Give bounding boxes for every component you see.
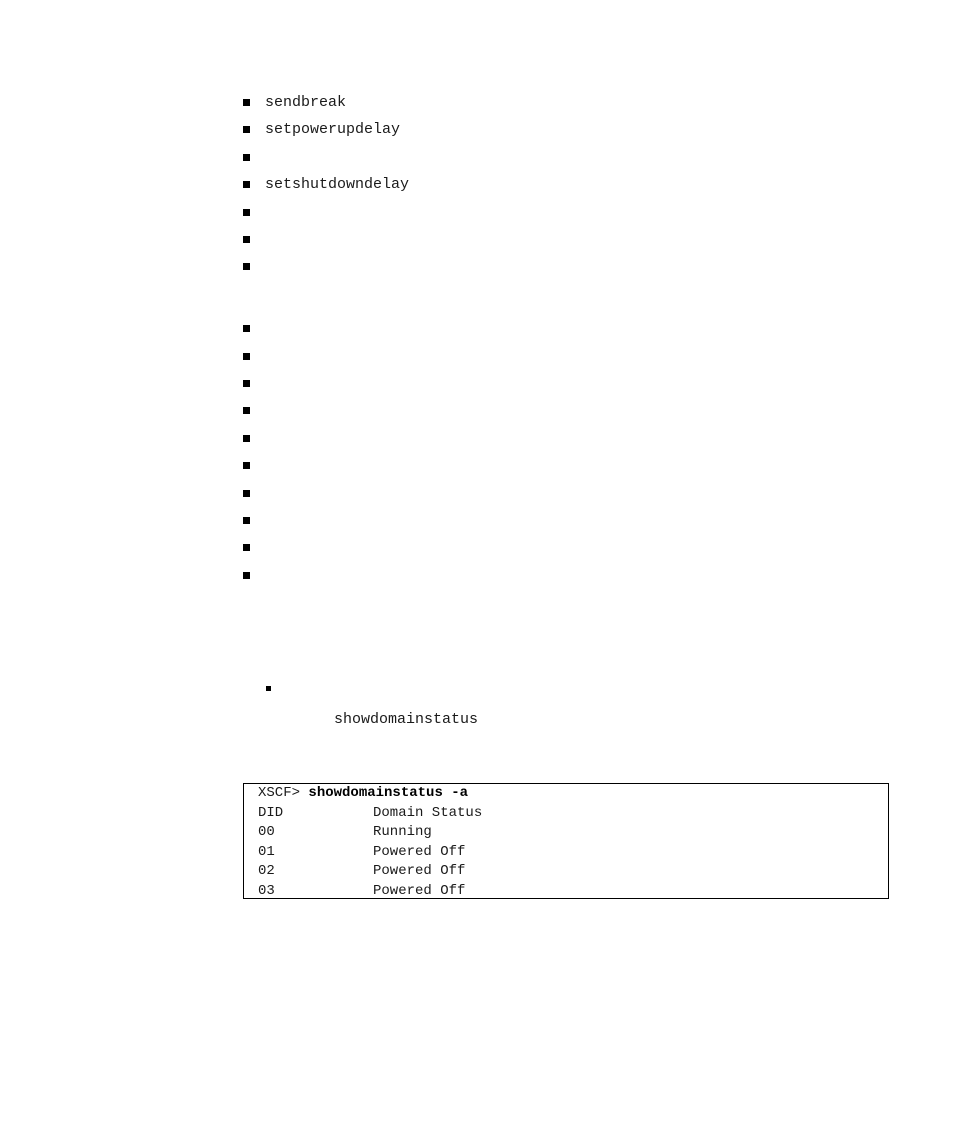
- square-bullet-icon: [243, 236, 250, 243]
- square-bullet-icon: [243, 544, 250, 551]
- square-bullet-icon: [243, 209, 250, 216]
- code-row-status: Powered Off: [373, 863, 466, 879]
- square-bullet-icon: [243, 99, 250, 106]
- code-command: showdomainstatus -a: [308, 785, 469, 801]
- code-row: [258, 862, 888, 882]
- list-item: [243, 510, 265, 530]
- code-row: [258, 843, 888, 863]
- square-bullet-icon: [243, 572, 250, 579]
- list-item-text: sendbreak: [265, 93, 347, 111]
- square-bullet-icon: [243, 353, 250, 360]
- square-bullet-icon: [243, 181, 250, 188]
- list-item: [243, 229, 265, 249]
- code-row-did: 01: [258, 843, 275, 860]
- square-bullet-icon: [243, 435, 250, 442]
- code-header-line: [258, 804, 888, 824]
- list-item: [243, 256, 265, 276]
- list-item: [243, 400, 265, 420]
- code-prompt: XSCF>: [258, 785, 309, 801]
- code-row-status: Running: [373, 824, 432, 840]
- code-row: [258, 823, 888, 843]
- square-bullet-icon: [243, 154, 250, 161]
- code-row-status: Powered Off: [373, 843, 466, 860]
- square-bullet-icon: [243, 490, 250, 497]
- inline-command: showdomainstatus: [334, 711, 479, 728]
- list-item: [243, 92, 346, 112]
- square-bullet-icon: [243, 462, 250, 469]
- square-bullet-icon: [243, 517, 250, 524]
- list-item: [243, 565, 265, 585]
- sub-list-item: [266, 678, 286, 698]
- code-row: [258, 882, 888, 902]
- list-item: [243, 119, 400, 139]
- square-bullet-icon: [266, 686, 271, 691]
- list-item: [243, 455, 265, 475]
- list-item: [243, 537, 265, 557]
- list-item: [243, 147, 265, 167]
- list-item: [243, 202, 265, 222]
- code-row-status: Powered Off: [373, 882, 466, 899]
- list-item: [243, 428, 265, 448]
- list-item: [243, 483, 265, 503]
- code-header-status: Domain Status: [373, 804, 483, 821]
- code-row-did: 00: [258, 824, 275, 840]
- square-bullet-icon: [243, 263, 250, 270]
- square-bullet-icon: [243, 126, 250, 133]
- code-row-did: 02: [258, 863, 275, 879]
- code-header-did: DID: [258, 804, 284, 821]
- list-item: [243, 346, 265, 366]
- list-item-text: setpowerupdelay: [265, 120, 401, 138]
- list-item: [243, 318, 265, 338]
- square-bullet-icon: [243, 380, 250, 387]
- code-prompt-line: [258, 784, 888, 804]
- square-bullet-icon: [243, 325, 250, 332]
- list-item-text: setshutdowndelay: [265, 175, 410, 193]
- list-item: [243, 373, 265, 393]
- square-bullet-icon: [243, 407, 250, 414]
- list-item: [243, 174, 409, 194]
- code-row-did: 03: [258, 882, 275, 899]
- code-example-box: [243, 783, 889, 899]
